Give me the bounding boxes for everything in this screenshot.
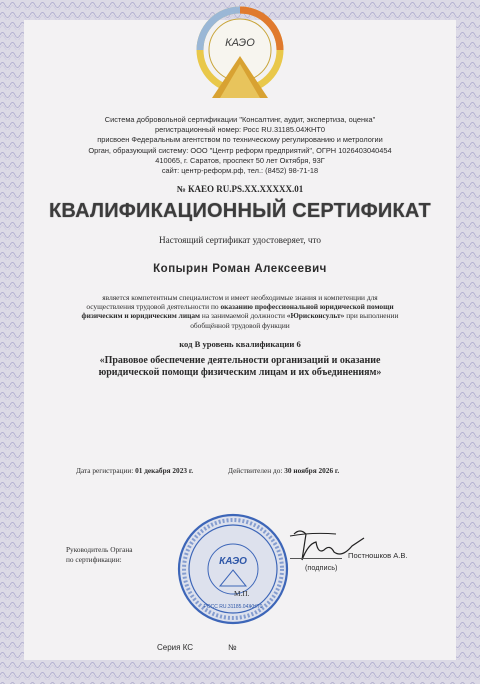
qualification-level: код В уровень квалификации 6 xyxy=(179,339,301,349)
valid-until-label: Действителен до: xyxy=(228,466,285,475)
header-line: Орган, образующий систему: ООО "Центр реформ предприятий", ОГРН 1026403040454 xyxy=(88,145,392,155)
round-seal-stamp xyxy=(176,512,290,626)
certificate-number: № КАЕО RU.PS.XX.XXXXX.01 xyxy=(176,184,304,194)
svg-text:КАЭО: КАЭО xyxy=(219,556,247,567)
signature-caption: (подпись) xyxy=(305,563,338,572)
form-number-label: № xyxy=(228,643,237,652)
issuer-header xyxy=(60,115,420,176)
svg-text:РОСС RU.31185.04ЖНТ0: РОСС RU.31185.04ЖНТ0 xyxy=(203,604,263,610)
qualification-title: «Правовое обеспечение деятельности организаций и оказание юридической помощи физическим лицам и их объединениям» xyxy=(98,355,382,379)
statement-text: на занимаемой должности xyxy=(200,311,287,321)
authority-head-line: Руководитель Органа xyxy=(66,545,133,554)
header-line: сайт: центр-реформ.рф, тел.: (8452) 98-71-18 xyxy=(161,166,319,176)
statement-text: при выполнении обобщённой трудовой функции xyxy=(190,311,399,330)
authority-head-label xyxy=(66,545,133,565)
valid-until-value: 30 ноября 2026 г. xyxy=(284,466,340,475)
header-line: 410065, г. Саратов, проспект 50 лет Октября, 93Г xyxy=(155,155,325,165)
valid-until-date xyxy=(228,466,339,475)
registration-date xyxy=(76,466,193,475)
certificate-dates xyxy=(76,466,406,475)
statement-position: «Юрисконсульт» xyxy=(286,311,345,321)
registration-date-value: 01 декабря 2023 г. xyxy=(135,466,194,475)
signature-line xyxy=(290,558,342,559)
header-line: Система добровольной сертификации "Консалтинг, аудит, экспертиза, оценка" xyxy=(104,115,376,124)
stamp-place-mark: М.П. xyxy=(234,589,250,598)
statement-text: является компетентным специалистом и имеет необходимые знания и компетенции для осуществления трудовой деятельности по xyxy=(86,293,378,312)
svg-text:КАЭО: КАЭО xyxy=(225,37,255,49)
registration-date-label: Дата регистрации: xyxy=(76,466,136,475)
certificate-intro: Настоящий сертификат удостоверяет, что xyxy=(159,235,321,245)
form-series: Серия КС xyxy=(157,643,194,652)
signatory-name: Постношков А.В. xyxy=(348,551,408,560)
header-line: регистрационный номер: Росс RU.31185.04ЖНТ0 xyxy=(154,125,326,135)
authority-head-line: по сертификации: xyxy=(66,555,122,564)
statement-activity: оказанию профессиональной юридической помощи физическим и юридическим лицам xyxy=(81,302,394,321)
holder-name: Копырин Роман Алексеевич xyxy=(153,263,327,275)
certificate-title: КВАЛИФИКАЦИОННЫЙ СЕРТИФИКАТ xyxy=(49,200,431,222)
header-line: присвоен Федеральным агентством по техническому регулированию и метрологии xyxy=(97,135,383,145)
competence-statement xyxy=(80,293,400,330)
kaeo-logo xyxy=(190,6,290,102)
